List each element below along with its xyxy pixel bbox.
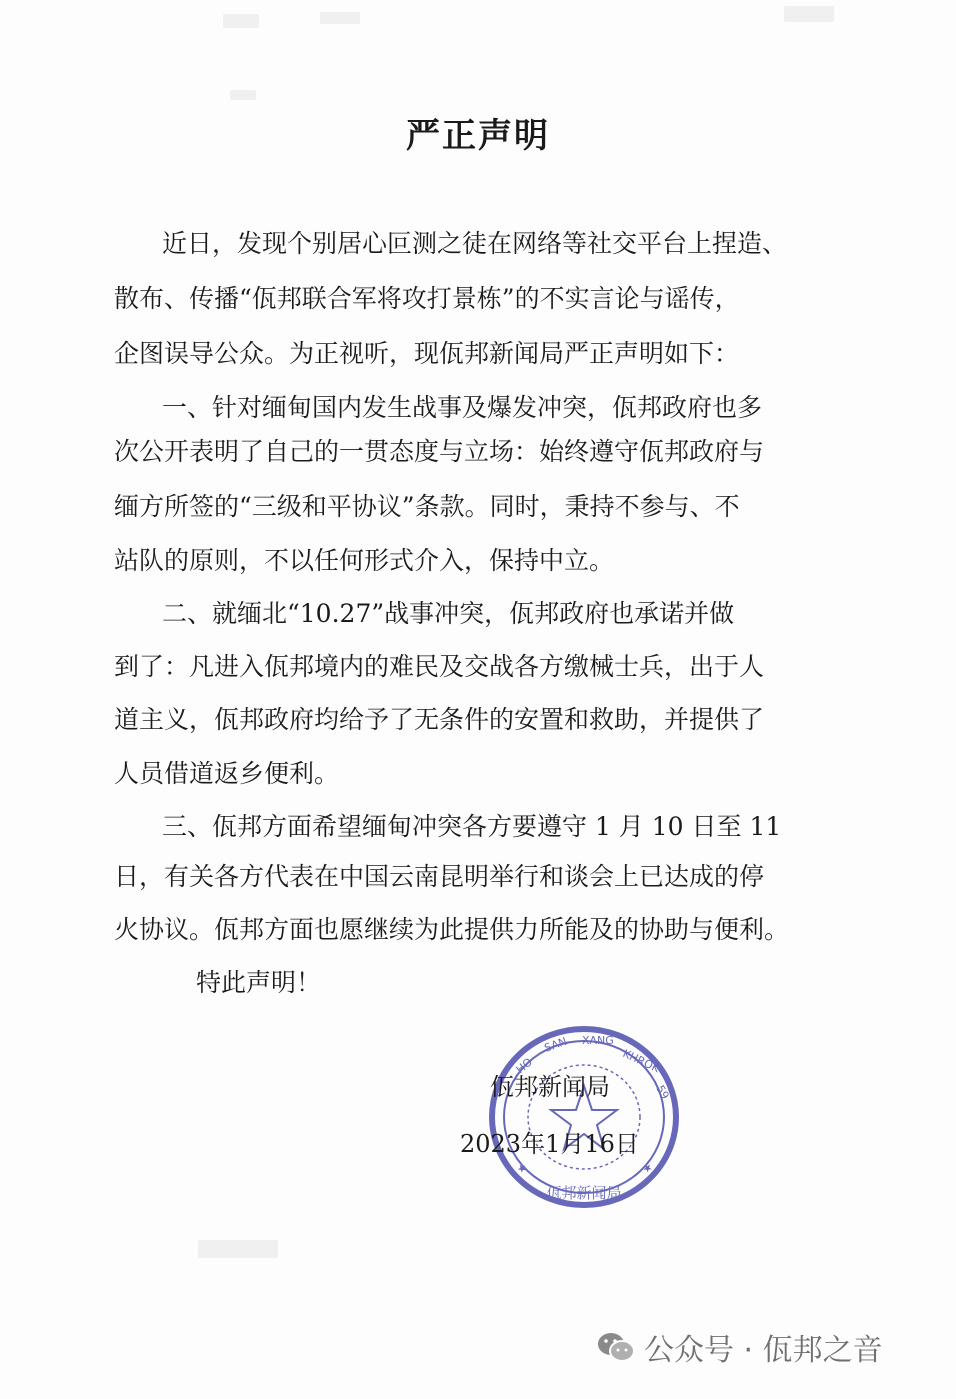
scan-smudge [198, 1240, 278, 1258]
paragraph-one-line-1: 一、针对缅甸国内发生战事及爆发冲突，佤邦政府也多 [162, 393, 763, 422]
svg-text:XANG: XANG [582, 1034, 614, 1047]
svg-text:SAN: SAN [542, 1034, 569, 1055]
svg-text:HO: HO [513, 1055, 535, 1077]
svg-text:★: ★ [639, 1159, 656, 1177]
paragraph-two-line-1: 二、就缅北“10.27”战事冲突，佤邦政府也承诺并做 [162, 599, 735, 628]
signature-date: 2023年1月16日 [460, 1130, 639, 1158]
svg-text:59: 59 [653, 1083, 672, 1102]
paragraph-two-line-3: 道主义，佤邦政府均给予了无条件的安置和救助，并提供了 [114, 705, 765, 734]
paragraph-three-line-2: 日，有关各方代表在中国云南昆明举行和谈会上已达成的停 [114, 862, 765, 891]
paragraph-one-line-3: 缅方所签的“三级和平协议”条款。同时，秉持不参与、不 [114, 492, 740, 521]
signature-organization: 佤邦新闻局 [490, 1073, 610, 1101]
scan-smudge [230, 90, 256, 100]
scan-smudge [223, 14, 259, 28]
paragraph-one-line-4: 站队的原则，不以任何形式介入，保持中立。 [114, 546, 615, 575]
wechat-icon [596, 1330, 636, 1364]
paragraph-two-line-4: 人员借道返乡便利。 [114, 759, 340, 788]
paragraph-intro-line-1: 近日，发现个别居心叵测之徒在网络等社交平台上捏造、 [162, 229, 788, 258]
paragraph-one-line-2: 次公开表明了自己的一贯态度与立场：始终遵守佤邦政府与 [114, 437, 765, 466]
closing-statement: 特此声明！ [196, 968, 322, 997]
scan-smudge [320, 12, 360, 24]
paragraph-intro-line-3: 企图误导公众。为正视听，现佤邦新闻局严正声明如下： [114, 339, 740, 368]
scan-smudge [784, 6, 834, 22]
paragraph-three-line-3: 火协议。佤邦方面也愿继续为此提供力所能及的协助与便利。 [114, 915, 790, 944]
paragraph-two-line-2: 到了：凡进入佤邦境内的难民及交战各方缴械士兵，出于人 [114, 652, 765, 681]
wechat-watermark [596, 1322, 883, 1372]
document-title: 严正声明 [406, 116, 550, 156]
paragraph-intro-line-2: 散布、传播“佤邦联合军将攻打景栋”的不实言论与谣传， [114, 284, 740, 313]
paragraph-three-line-1: 三、佤邦方面希望缅甸冲突各方要遵守 1 月 10 日至 11 [162, 812, 782, 841]
seal-text: 佤邦新闻局 [546, 1184, 622, 1202]
svg-text:KHROK: KHROK [620, 1046, 662, 1076]
svg-text:★: ★ [514, 1160, 530, 1177]
official-seal-stamp [486, 1022, 682, 1212]
watermark-text: 公众号 · 佤邦之音 [644, 1333, 883, 1368]
